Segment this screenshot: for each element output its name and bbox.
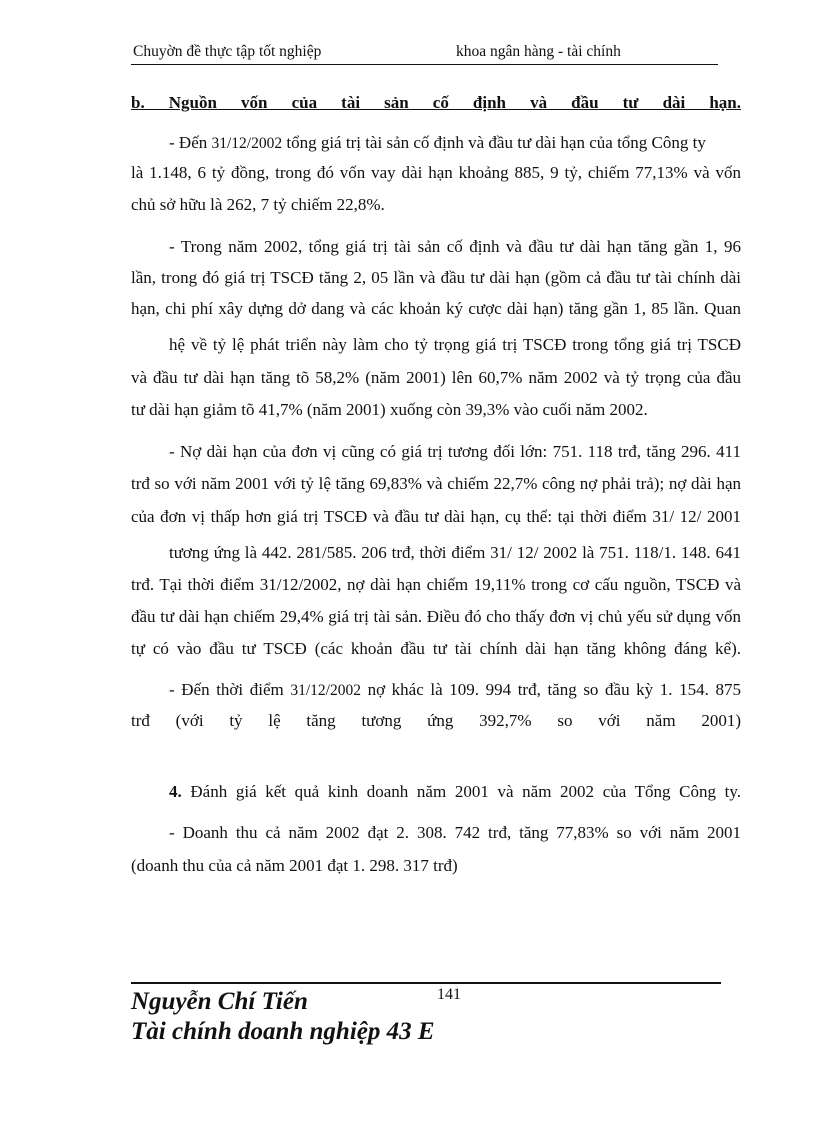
p3-line-1: - Nợ dài hạn của đơn vị cũng có giá trị tương đối lớn: 751. 118 trđ, tăng 296. 411 bbox=[169, 442, 741, 461]
author-name: Nguyễn Chí Tiến bbox=[131, 988, 308, 1015]
section-heading: b. Nguồn vốn của tài sản cố định và đầu tư dài hạn. bbox=[131, 93, 741, 112]
p1-date: 31/12/2002 bbox=[211, 135, 283, 152]
p2-line-6: tư dài hạn giảm tõ 41,7% (năm 2001) xuống còn 39,3% vào cuối năm 2002. bbox=[131, 400, 648, 419]
p5-line-2: (doanh thu của cả năm 2001 đạt 1. 298. 317 trđ) bbox=[131, 856, 458, 875]
p3-line-7: tự có vào đầu tư TSCĐ (các khoản đầu tư tài chính dài hạn tăng không đáng kể). bbox=[131, 639, 741, 658]
author-class: Tài chính doanh nghiệp 43 E bbox=[131, 1018, 435, 1045]
section-4-heading bbox=[169, 781, 741, 803]
p4-date: 31/12/2002 bbox=[290, 682, 361, 699]
p5-line-1: - Doanh thu cả năm 2002 đạt 2. 308. 742 trđ, tăng 77,83% so với năm 2001 bbox=[169, 823, 741, 842]
p4-text-b: nợ khác là 109. 994 trđ, tăng so đầu kỳ 1. 154. 875 bbox=[367, 680, 741, 699]
p1-text-b: tổng giá trị tài sản cố định và đầu tư dài hạn của tổng Công ty bbox=[286, 133, 706, 152]
p1-line-1 bbox=[169, 132, 741, 155]
p4-line-1 bbox=[169, 679, 741, 702]
p1-text-a: - Đến bbox=[169, 133, 208, 152]
p3-line-5: trđ. Tại thời điểm 31/12/2002, nợ dài hạn chiếm 19,11% trong cơ cấu nguồn, TSCĐ và bbox=[131, 575, 741, 594]
p4-line-2: trđ (với tỷ lệ tăng tương ứng 392,7% so với năm 2001) bbox=[131, 711, 741, 730]
p1-line-3: chủ sở hữu là 262, 7 tỷ chiếm 22,8%. bbox=[131, 195, 385, 214]
p2-line-1: - Trong năm 2002, tổng giá trị tài sản cố định và đầu tư dài hạn tăng gần 1, 96 bbox=[169, 237, 741, 256]
header-right-text: khoa ngân hàng - tài chính bbox=[456, 43, 621, 60]
p2-line-5: và đầu tư dài hạn tăng tõ 58,2% (năm 2001) lên 60,7% năm 2002 và tỷ trọng của đầu bbox=[131, 368, 741, 387]
p2-line-2: lần, trong đó giá trị TSCĐ tăng 2, 05 lần và đầu tư dài hạn (gồm cả đầu tư tài chính dài bbox=[131, 268, 741, 287]
page-header bbox=[131, 40, 718, 65]
p3-line-2: trđ so với năm 2001 với tỷ lệ tăng 69,83% và chiếm 22,7% công nợ phải trả); nợ dài hạn bbox=[131, 474, 741, 493]
p4-text-a: - Đến thời điểm bbox=[169, 680, 284, 699]
p2-line-4: hệ về tỷ lệ phát triển này làm cho tỷ trọng giá trị TSCĐ trong tổng giá trị TSCĐ bbox=[169, 335, 741, 354]
section-4-number: 4. bbox=[169, 782, 182, 801]
p3-line-4: tương ứng là 442. 281/585. 206 trđ, thời điểm 31/ 12/ 2002 là 751. 118/1. 148. 641 bbox=[169, 543, 741, 562]
p3-line-3: của đơn vị thấp hơn giá trị TSCĐ và đầu tư dài hạn, cụ thể: tại thời điểm 31/ 12/ 2001 bbox=[131, 507, 741, 526]
p3-line-6: đầu tư dài hạn chiếm 29,4% giá trị tài sản. Điều đó cho thấy đơn vị chủ yếu sử dụng vốn bbox=[131, 607, 741, 626]
header-left-text: Chuyờn đề thực tập tốt nghiệp bbox=[133, 43, 322, 60]
p1-line-2: là 1.148, 6 tỷ đồng, trong đó vốn vay dài hạn khoảng 885, 9 tỷ, chiếm 77,13% và vốn bbox=[131, 163, 741, 182]
p2-line-3: hạn, chi phí xây dựng dở dang và các khoản ký cược dài hạn) tăng gần 1, 85 lần. Quan bbox=[131, 299, 741, 318]
section-4-title: Đánh giá kết quả kinh doanh năm 2001 và năm 2002 của Tổng Công ty. bbox=[190, 782, 741, 801]
page-number: 141 bbox=[437, 986, 461, 1003]
footer-divider bbox=[131, 982, 721, 984]
